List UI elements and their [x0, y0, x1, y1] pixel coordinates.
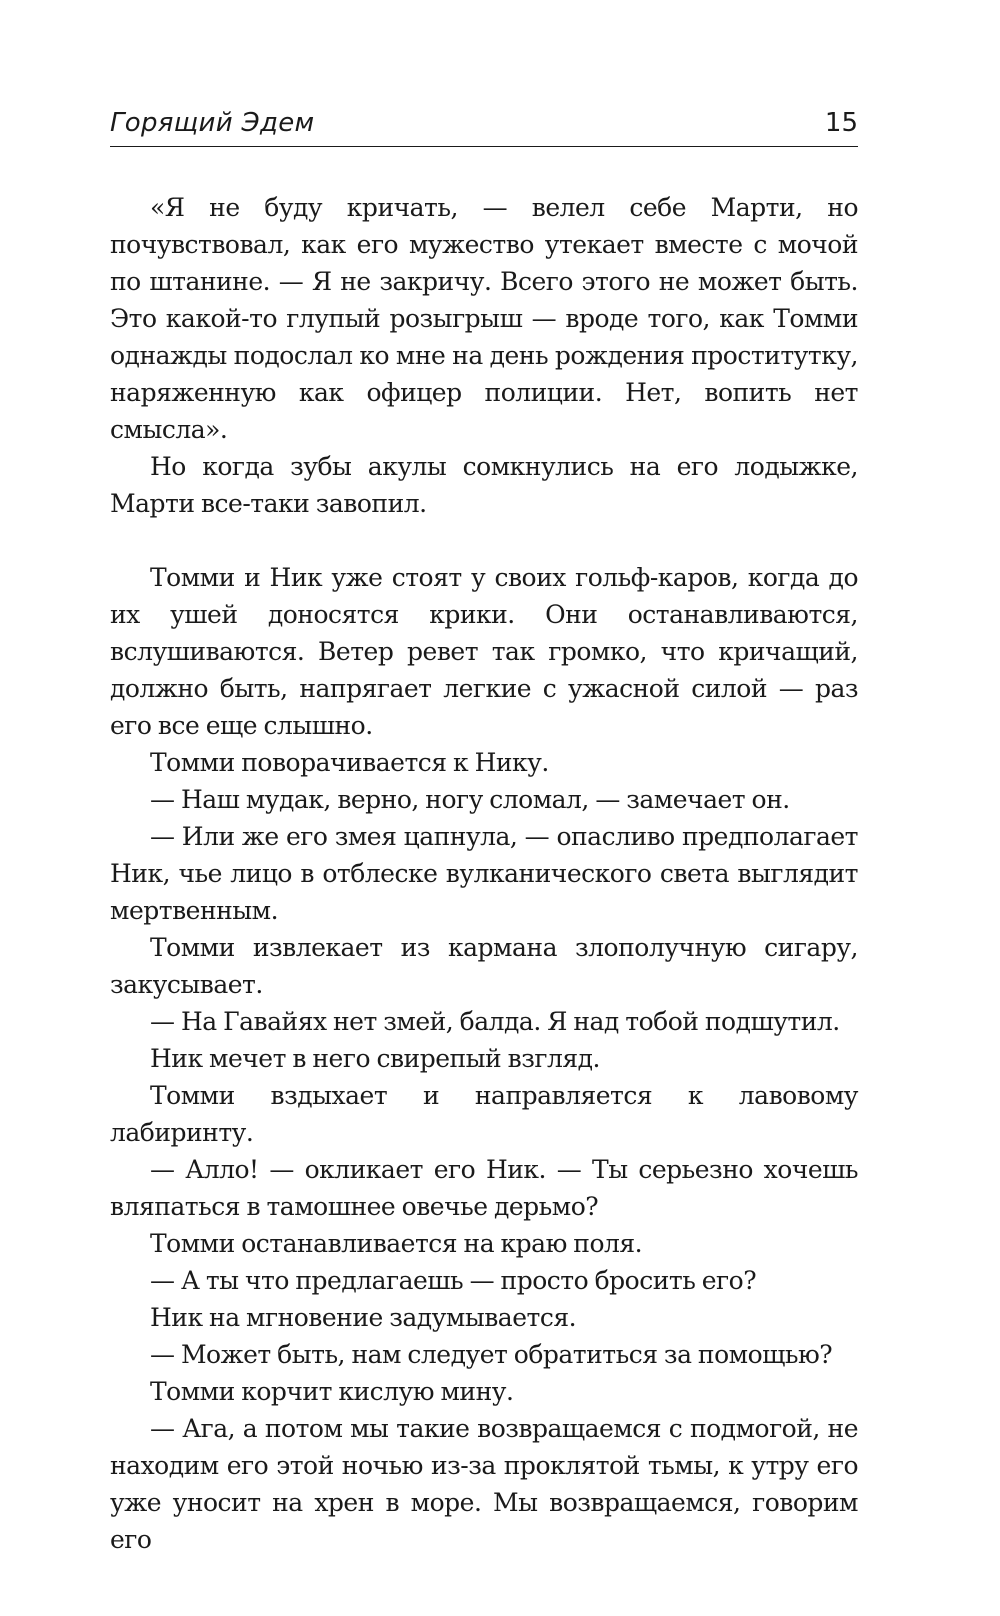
paragraph: Томми корчит кислую мину.	[150, 1377, 514, 1406]
paragraph: — А ты что предлагаешь — просто бросить его?	[150, 1266, 757, 1295]
paragraph: Ник мечет в него свирепый взгляд.	[150, 1044, 600, 1073]
paragraph: Томми извлекает из кармана злополучную сигару, закусывает.	[110, 933, 858, 999]
paragraph: Томми и Ник уже стоят у своих гольф-каров, когда до их ушей доносятся крики. Они останавливаются, вслушиваются. Ветер ревет так громко, что кричащий, должно быть, напрягает легкие с ужасной силой — раз его все еще слышно.	[110, 563, 858, 740]
paragraph: — На Гавайях нет змей, балда. Я над тобой подшутил.	[150, 1007, 840, 1036]
paragraph: — Может быть, нам следует обратиться за помощью?	[150, 1340, 833, 1369]
paragraph: Томми вздыхает и направляется к лавовому лабиринту.	[110, 1081, 858, 1147]
running-header	[110, 102, 858, 147]
page-number: 15	[824, 108, 858, 138]
body-text	[110, 189, 858, 1558]
book-page	[110, 102, 858, 1558]
paragraph: — Или же его змея цапнула, — опасливо предполагает Ник, чье лицо в отблеске вулканического света выглядит мертвенным.	[110, 822, 858, 925]
paragraph: Ник на мгновение задумывается.	[150, 1303, 577, 1332]
paragraph: Но когда зубы акулы сомкнулись на его лодыжке, Марти все-таки завопил.	[110, 452, 858, 518]
paragraph: — Ага, а потом мы такие возвращаемся с подмогой, не находим его этой ночью из-за проклятой тьмы, к утру его уже уносит на хрен в море. Мы возвращаемся, говорим его	[110, 1414, 858, 1554]
paragraph: Томми останавливается на краю поля.	[150, 1229, 643, 1258]
paragraph: — Алло! — окликает его Ник. — Ты серьезно хочешь вляпаться в тамошнее овечье дерьмо?	[110, 1155, 858, 1221]
book-title: Горящий Эдем	[110, 108, 315, 138]
paragraph: Томми поворачивается к Нику.	[150, 748, 549, 777]
paragraph: «Я не буду кричать, — велел себе Марти, но почувствовал, как его мужество утекает вместе с мочой по штанине. — Я не закричу. Всего этого не может быть. Это какой-то глупый розыгрыш — вроде того, как Томми однажды подослал ко мне на день рождения проститутку, наряженную как офицер полиции. Нет, вопить нет смысла».	[110, 193, 858, 444]
paragraph: — Наш мудак, верно, ногу сломал, — замечает он.	[150, 785, 790, 814]
